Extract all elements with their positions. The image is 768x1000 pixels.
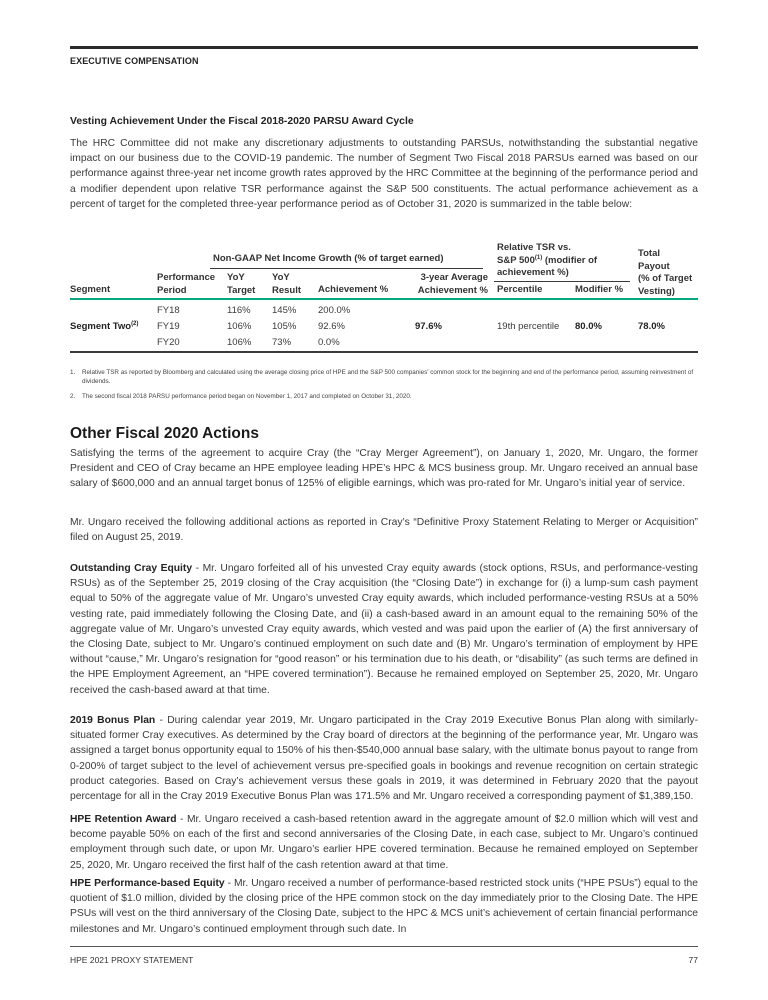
col-header-period-l1: Performance [157, 272, 216, 283]
modifier-value: 80.0% [575, 321, 602, 332]
row3-yoy-result: 73% [272, 337, 292, 348]
tsr-footnote-ref: (1) [534, 254, 543, 261]
group-header-tsr [497, 242, 647, 280]
retention-award-text: - Mr. Ungaro received a cash-based retention award in the aggregate amount of $2.0 million which will vest and become payable 50% on each of the first and second anniversaries of the Closing Date, in each case, subject to Mr. Ungaro’s continued employment through such date, or upon Mr. Ungaro’s earlier HPE covered termination. Because he remained employed on September 25, 2020, Mr. Ungaro received the first half of the cash retention award at that time. [70, 814, 698, 871]
row2-yoy-target: 106% [227, 321, 252, 332]
col-header-modifier: Modifier % [575, 284, 624, 295]
section-label: EXECUTIVE COMPENSATION [70, 56, 199, 66]
col-header-yoy-result-l2: Result [272, 284, 302, 296]
bonus-plan-text: - During calendar year 2019, Mr. Ungaro participated in the Cray 2019 Executive Bonus Plan along with similarly-situated former Cray executives. As determined by the Cray board of directors at the beginning of the performance year, Mr. Ungaro was assigned a target bonus opportunity equal to 150% of his then-$540,000 annual base salary, with the ultimate bonus payout to range from 0-200% of target subject to the level of achievement versus pre-specified goals in bookings and revenue recognition on certain strategic product categories. Based on Cray’s achievement versus these goals in 2019, it was determined in February 2020 that the payout percentage for all in the Cray 2019 Executive Bonus Plan was 171.5% and Mr. Ungaro received a corresponding payment of $1,389,150. [70, 715, 698, 803]
col-header-yoy-result-l1: YoY [272, 272, 290, 283]
row3-achievement: 0.0% [318, 337, 340, 348]
performance-equity-paragraph [70, 876, 698, 937]
total-payout-value: 78.0% [638, 321, 665, 332]
col-header-yoy-result [272, 272, 301, 297]
table-bottom-rule [70, 351, 698, 353]
performance-equity-text: - Mr. Ungaro received a number of performance-based restricted stock units (“HPE PSUs”) equal to the quotient of $1.0 million, divided by the closing price of the HPE common stock on the day immediately prior to the Closing Date. The HPE PSUs will vest on the third anniversary of the Closing Date, subject to the HPC & MCS unit’s achievement of certain financial performance milestones and Mr. Ungaro’s continued employment through such date. In [70, 878, 699, 935]
tsr-header-line2 [497, 255, 647, 268]
segment-label: Segment Two [70, 321, 132, 332]
row2-achievement: 92.6% [318, 321, 345, 332]
footer-rule [70, 946, 698, 947]
segment-footnote-ref: (2) [131, 321, 139, 327]
col-header-segment: Segment [70, 284, 111, 295]
footnote-1-text: Relative TSR as reported by Bloomberg and calculated using the average closing price of HPE and the S&P 500 companies' common stock for the beginning and end of the performance period, assuming reinvestment of dividends. [82, 369, 694, 385]
col-header-total-payout [638, 248, 692, 298]
tsr-header-line1: Relative TSR vs. [497, 242, 571, 253]
col-header-yoy-target [227, 272, 255, 297]
footnote-1-number: 1. [70, 369, 76, 376]
outstanding-cray-equity-text: - Mr. Ungaro forfeited all of his unvested Cray equity awards (stock options, RSUs, and performance-vesting RSUs) as of the September 25, 2019 closing of the Cray acquisition (the “Closing Date”) in exchange for (i) a lump-sum cash payment equal to 50% of the aggregate value of Mr. Ungaro’s unvested Cray equity awards, which included performance-vesting RSUs at a 50% vesting rate, paid immediately following the Closing Date, and (ii) a cash-based award in an amount equal to the remaining 50% of the aggregate value of Mr. Ungaro’s unvested Cray equity awards, which vested and was paid upon the earlier of (A) the first anniversary of the Closing Date, subject to Mr. Ungaro’s continued employment on such date and (B) Mr. Ungaro’s termination of employment by HPE without “cause,” Mr. Ungaro’s resignation for “good reason” or his termination due to his death, or “disability” (as such terms are defined in the HPE Employment Agreement, an “HPE covered termination”). Because he remained employed on September 25, 2020, Mr. Ungaro received the cash-based award at that time. [70, 563, 698, 696]
bonus-plan-paragraph [70, 713, 698, 804]
bonus-plan-label: 2019 Bonus Plan [70, 715, 156, 726]
footnote-2-number: 2. [70, 393, 76, 400]
footnote-1 [70, 368, 698, 386]
vesting-intro-paragraph: The HRC Committee did not make any discretionary adjustments to outstanding PARSUs, notwithstanding the substantial negative impact on our business due to the COVID-19 pandemic. The number of Segment Two Fiscal 2018 PARSUs earned was based on our performance against three-year net income growth rates approved by the HRC Committee at the beginning of the performance period and a modifier dependent upon relative TSR performance against the S&P 500 constituents. The actual performance achievement as a percent of target for the completed three-year performance period as of October 31, 2020 is summarized in the table below: [70, 138, 698, 210]
row1-achievement: 200.0% [318, 305, 351, 316]
retention-award-paragraph [70, 812, 698, 873]
page-number: 77 [688, 955, 698, 965]
col-header-payout-l4: Vesting) [638, 285, 675, 297]
outstanding-cray-equity-label: Outstanding Cray Equity [70, 563, 193, 574]
row2-yoy-result: 105% [272, 321, 297, 332]
additional-actions-paragraph: Mr. Ungaro received the following additional actions as reported in Cray’s “Definitive Proxy Statement Relating to Merger or Acquisition” filed on August 25, 2019. [70, 517, 698, 544]
tsr-header-line3: achievement %) [497, 267, 569, 278]
tsr-sp500: S&P 500 [497, 254, 535, 266]
footnote-2-text: The second fiscal 2018 PARSU performance period began on November 1, 2017 and completed on October 31, 2020. [82, 393, 412, 400]
performance-equity-label: HPE Performance-based Equity [70, 878, 225, 889]
other-actions-paragraph: Satisfying the terms of the agreement to acquire Cray (the “Cray Merger Agreement”), on January 1, 2020, Mr. Ungaro, the former President and CEO of Cray became an HPE employee leading HPE’s HPC & MCS business group. Mr. Ungaro received an annual base salary of $600,000 and an annual target bonus of 125% of eligible earnings, which was pro-rated for Mr. Ungaro’s initial year of service. [70, 448, 698, 490]
col-header-yoy-target-l1: YoY [227, 272, 245, 283]
avg-achievement-value: 97.6% [415, 321, 442, 332]
row1-period: FY18 [157, 305, 180, 316]
col-header-avg-achievement [408, 272, 488, 297]
other-actions-heading: Other Fiscal 2020 Actions [70, 425, 259, 442]
col-header-avg-l1: 3-year Average [420, 272, 488, 283]
col-header-payout-l2: Payout [638, 260, 670, 272]
row1-yoy-target: 116% [227, 305, 251, 316]
vesting-achievement-table [70, 240, 698, 352]
percentile-value: 19th percentile [497, 321, 560, 332]
outstanding-cray-equity-paragraph [70, 561, 698, 698]
row2-period: FY19 [157, 321, 180, 332]
vesting-subheading: Vesting Achievement Under the Fiscal 2018-2020 PARSU Award Cycle [70, 116, 414, 127]
col-header-percentile: Percentile [497, 284, 543, 295]
top-rule [70, 46, 698, 49]
footer-title: HPE 2021 PROXY STATEMENT [70, 955, 194, 965]
tsr-modifier-of: (modifier of [542, 254, 598, 266]
col-header-payout-l1: Total [638, 248, 660, 259]
row3-period: FY20 [157, 337, 180, 348]
col-header-period-l2: Period [157, 284, 187, 296]
col-header-period [157, 272, 215, 297]
footnote-2 [70, 392, 698, 401]
retention-award-label: HPE Retention Award [70, 814, 177, 825]
col-header-yoy-target-l2: Target [227, 284, 256, 296]
row1-yoy-result: 145% [272, 305, 297, 316]
row3-yoy-target: 106% [227, 337, 252, 348]
col-header-avg-l2: Achievement % [417, 284, 488, 296]
group-underline-tsr [494, 281, 630, 282]
group-header-net-income: Non-GAAP Net Income Growth (% of target earned) [213, 253, 444, 264]
group-underline-net-income [210, 268, 483, 269]
col-header-payout-l3: (% of Target [638, 273, 693, 284]
segment-name [70, 321, 138, 333]
header-divider-teal [70, 298, 698, 300]
col-header-achievement: Achievement % [318, 284, 389, 295]
table-footnotes [70, 368, 698, 407]
